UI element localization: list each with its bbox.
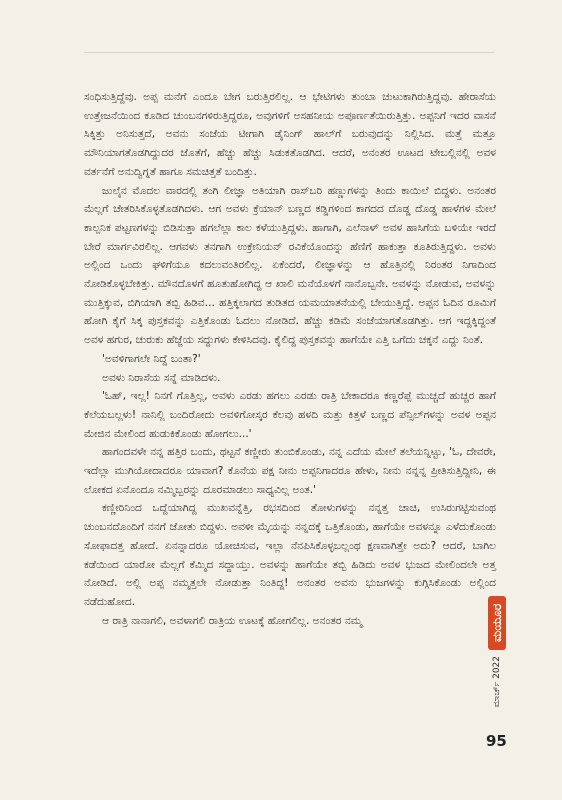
paragraph-4: ಹಾಗಂದವಳೇ ನನ್ನ ಹತ್ತಿರ ಬಂದು, ಥಟ್ಟನೆ ಕಣ್ಣೀರು ತುಂಬಿಕೊಂಡು, ನನ್ನ ಎದೆಯ ಮೇಲೆ ತಲೆಯನ್ನಿಟ್ಟು, 'ಓ, ದೇವರೇ, ಇದೆಲ್ಲಾ ಮುಗಿಯೋದಾದರೂ ಯಾವಾಗ? ಕೊನೆಯ ಪಕ್ಷ ನೀನು ಅಪ್ಪನಿಗಾದರೂ ಹೇಳು, ನೀನು ನನ್ನನ್ನ ಪ್ರೀತಿಸುತ್ತಿದ್ದೀನಿ, ಈ ಲೋಕದ ಏನೊಂದೂ ನಮ್ಮಿಬ್ಬರನ್ನು ದೂರಮಾಡಲು ಸಾಧ್ಯವಿಲ್ಲ ಅಂತ.' <box>84 446 496 496</box>
paragraph-5: ಕಣ್ಣೀರಿನಿಂದ ಒದ್ದೆಯಾಗಿದ್ದ ಮುಖವನ್ನೆತ್ತಿ, ರಭಸದಿಂದ ತೋಳುಗಳನ್ನು ನನ್ನತ್ತ ಚಾಚಿ, ಉಸಿರುಗಟ್ಟಿಸುವಂಥ ಚುಂಬನದೊಂದಿಗೆ ನನಗೆ ಜೋತು ಬಿದ್ದಳು. ಅವಳೀ ಮೈಯನ್ನು ನನ್ನದಕ್ಕೆ ಒತ್ತಿಕೊಂಡು, ಹಾಗೆಯೇ ಅವಳನ್ನೂ ಎಳೆದುಕೊಂಡು ಸೋಫಾದತ್ತ ಹೋದೆ. ಏನನ್ನಾದರೂ ಯೋಚಿಸುವ, ಇಲ್ಲಾ ನೆನಪಿಸಿಕೊಳ್ಳಬಲ್ಲಂಥ ಕ್ಷಣವಾಗಿತ್ತೇ ಅದು? ಆದರೆ, ಬಾಗಿಲ ಕಡೆಯಿಂದ ಯಾರೋ ಮೆಲ್ಲಗೆ ಕೆಮ್ಮಿದ ಸದ್ದಾಯ್ತು. ಅವಳನ್ನು ಹಾಗೆಯೇ ತಬ್ಬಿ ಹಿಡಿದು ಅವಳ ಭುಜದ ಮೇಲಿಂದಲೇ ಅತ್ತ ನೋಡಿದೆ. ಅಲ್ಲಿ ಅಪ್ಪ ನಮ್ಮತ್ತಲೇ ನೋಡುತ್ತಾ ನಿಂತಿದ್ದ! ಅನಂತರ ಅವನು ಭುಜಗಳನ್ನು ಕುಗ್ಗಿಸಿಕೊಂಡು ಅಲ್ಲಿಂದ ನಡೆದುಹೋದ. <box>84 502 496 608</box>
article-body <box>84 88 496 630</box>
paragraph-2: ಜುಲೈನ ಮೊದಲ ವಾರದಲ್ಲಿ ತಂಗಿ ಲೀಜ್ಞಾ ಅತಿಯಾಗಿ ರಾಸ್‌ಬರಿ ಹಣ್ಣುಗಳನ್ನು ತಿಂದು ಕಾಯಿಲೆ ಬಿದ್ದಳು. ಅನಂತರ ಮೆಲ್ಲಗೆ ಚೇತರಿಸಿಕೊಳ್ಳತೊಡಗಿದಳು. ಆಗ ಅವಳು ಕ್ರೆಯಾನ್ ಬಣ್ಣದ ಕಡ್ಡಿಗಳಿಂದ ಕಾಗದದ ದೊಡ್ಡ ದೊಡ್ಡ ಹಾಳೆಗಳ ಮೇಲೆ ಕಾಲ್ಪನಿಕ ಪಟ್ಟಣಗಳನ್ನು ಬಿಡಿಸುತ್ತಾ ಹಗಲೆಲ್ಲಾ ಕಾಲ ಕಳೆಯುತ್ತಿದ್ದಳು. ಹಾಗಾಗಿ, ಎಲೆನಾಳ್ ಅವಳ ಹಾಸಿಗೆಯ ಬಳಿಯೇ ಇರದೆ ಬೇರೆ ಮಾರ್ಗವಿರಲಿಲ್ಲ. ಆಗವಳು ತನಗಾಗಿ ಉಕ್ರೇನಿಯನ್ ರವಿಕೆಯೊಂದನ್ನು ಹೆಣಿಗೆ ಹಾಕುತ್ತಾ ಕೂತಿರುತ್ತಿದ್ದಳು. ಅವಳು ಅಲ್ಲಿಂದ ಒಂದು ಘಳಿಗೆಯೂ ಕದಲುವಂತಿರಲಿಲ್ಲ. ಏಕೆಂದರೆ, ಲೀಜ್ಞಾಳನ್ನು ಆ ಹೊತ್ತಿನಲ್ಲಿ ನಿರಂತರ ನಿಗಾದಿಂದ ನೋಡಿಕೊಳ್ಳಬೇಕಿತ್ತು. ಮೌನದೊಳಗೆ ಹೂತುಹೋಗಿದ್ದ ಆ ಖಾಲಿ ಮನೆಯೊಳಗೆ ನಾನೊಬ್ಬನೇ. ಅವಳನ್ನು ನೋಡುವ, ಅವಳನ್ನು ಮುತ್ತಿಕ್ಕುವ, ಬಿಗಿಯಾಗಿ ತಬ್ಬಿ ಹಿಡಿವ... ಹತ್ತಿಕ್ಕಲಾಗದ ತುಡಿತದ ಯಮಯಾತನೆಯಲ್ಲಿ ಬೇಯುತ್ತಿದ್ದೆ. ಅಪ್ಪನ ಓದಿನ ರೂಮಿಗೆ ಹೋಗಿ ಕೈಗೆ ಸಿಕ್ಕ ಪುಸ್ತಕವನ್ನು ಎತ್ತಿಕೊಂಡು ಓದಲು ನೋಡಿದೆ. ಹೆಚ್ಚು ಕಡಿಮೆ ಸಂಜೆಯಾಗತೊಡಗಿತ್ತು. ಆಗ ಇದ್ದಕ್ಕಿದ್ದಂತೆ ಅವಳ ಹಗುರ, ಚುರುಕು ಹೆಜ್ಜೆಯ ಸದ್ದುಗಳು ಕೇಳಿಸಿದವು. ಕೈಲಿದ್ದ ಪುಸ್ತಕವನ್ನು ಹಾಗೆಯೇ ಎತ್ತಿ ಒಗೆದು ಚಕ್ಕನೆ ಎದ್ದು ನಿಂತೆ. <box>84 184 496 347</box>
dialogue-1: 'ಅವಳಿಗಾಗಲೇ ನಿದ್ದೆ ಬಂತಾ?' <box>102 352 201 365</box>
paragraph-1: ಸಂಧಿಸುತ್ತಿದ್ದೆವು. ಅಪ್ಪ ಮನೆಗೆ ಎಂದೂ ಬೇಗ ಬರುತ್ತಿರಲಿಲ್ಲ. ಆ ಭೇಟಿಗಳು ತುಂಬಾ ಚುಟುಕಾಗಿರುತ್ತಿದ್ದವು. ಹೇರಾಸೆಯ ಉತ್ತೇಜನೆಯಿಂದ ಕೂಡಿದ ಚುಂಬನಗಳಿರುತ್ತಿದ್ದರೂ, ಅವುಗಳಿಗೆ ಅಸಹನೀಯ ಅಪೂರ್ಣತೆಯಿರುತ್ತಿತ್ತು. ಅಪ್ಪನಿಗೆ ಇದರ ವಾಸನೆ ಸಿಕ್ಕಿತ್ತು ಅನಿಸುತ್ತದೆ, ಅವನು ಸಂಜೆಯ ಟೀಗಾಗಿ ಡೈನಿಂಗ್ ಹಾಲ್‌ಗೆ ಬರುವುದನ್ನು ನಿಲ್ಲಿಸಿದ. ಮತ್ತೆ ಮತ್ತೂ ಮೌನಿಯಾಗತೊಡಗಿದ್ದುದರ ಜೊತೆಗೆ, ಹೆಚ್ಚು ಹೆಚ್ಚು ಸಿಡುಕತೊಡಗಿದ. ಆದರೆ, ಅನಂತರ ಊಟದ ಟೇಬಲ್ಲಿನಲ್ಲಿ ಅವಳ ವರ್ತನೆಗೆ ಅನುದ್ವಿಗ್ನತೆ ಹಾಗೂ ಸಮಚಿತ್ತತೆ ಬಂದಿತ್ತು. <box>84 91 496 178</box>
magazine-sidebar <box>485 596 509 716</box>
top-divider <box>84 52 494 53</box>
magazine-logo: ಮಯೂರ <box>488 596 506 650</box>
paragraph-3: ಅವಳು ನಿರಾಸೆಯ ಸನ್ನೆ ಮಾಡಿದಳು. <box>102 371 221 384</box>
dialogue-2: 'ಓಹ್, ಇಲ್ಲ! ನಿನಗೆ ಗೊತ್ತಿಲ್ಲ, ಅವಳು ಎರಡು ಹಗಲು ಎರಡು ರಾತ್ರಿ ಬೇಕಾದರೂ ಕಣ್ಣರೆಪ್ಪೆ ಮುಚ್ಚದೆ ಹುಚ್ಚರ ಹಾಗೆ ಕೆಲೆಯಬಲ್ಲಳು! ನಾನಿಲ್ಲಿ ಬಂದಿರೋದು ಅವಳಿಗೋಸ್ಕರ ಕೆಲವು ಹಳದಿ ಮತ್ತು ಕಿತ್ತಳೆ ಬಣ್ಣದ ಪೆನ್ಸಿಲ್‌ಗಳನ್ನು ಅವಳ ಅಪ್ಪನ ಮೇಜಿನ ಮೇಲಿಂದ ಹುಡುಕಿಕೊಂಡು ಹೋಗಲು...' <box>84 390 496 440</box>
page-number: 95 <box>486 732 507 750</box>
issue-date: ಮಾರ್ಚ್ 2022 <box>492 656 502 708</box>
paragraph-6: ಆ ರಾತ್ರಿ ನಾನಾಗಲಿ, ಅವಳಾಗಲಿ ರಾತ್ರಿಯ ಊಟಕ್ಕೆ ಹೋಗಲಿಲ್ಲ. ಅನಂತರ ನಮ್ಮ <box>102 614 363 627</box>
